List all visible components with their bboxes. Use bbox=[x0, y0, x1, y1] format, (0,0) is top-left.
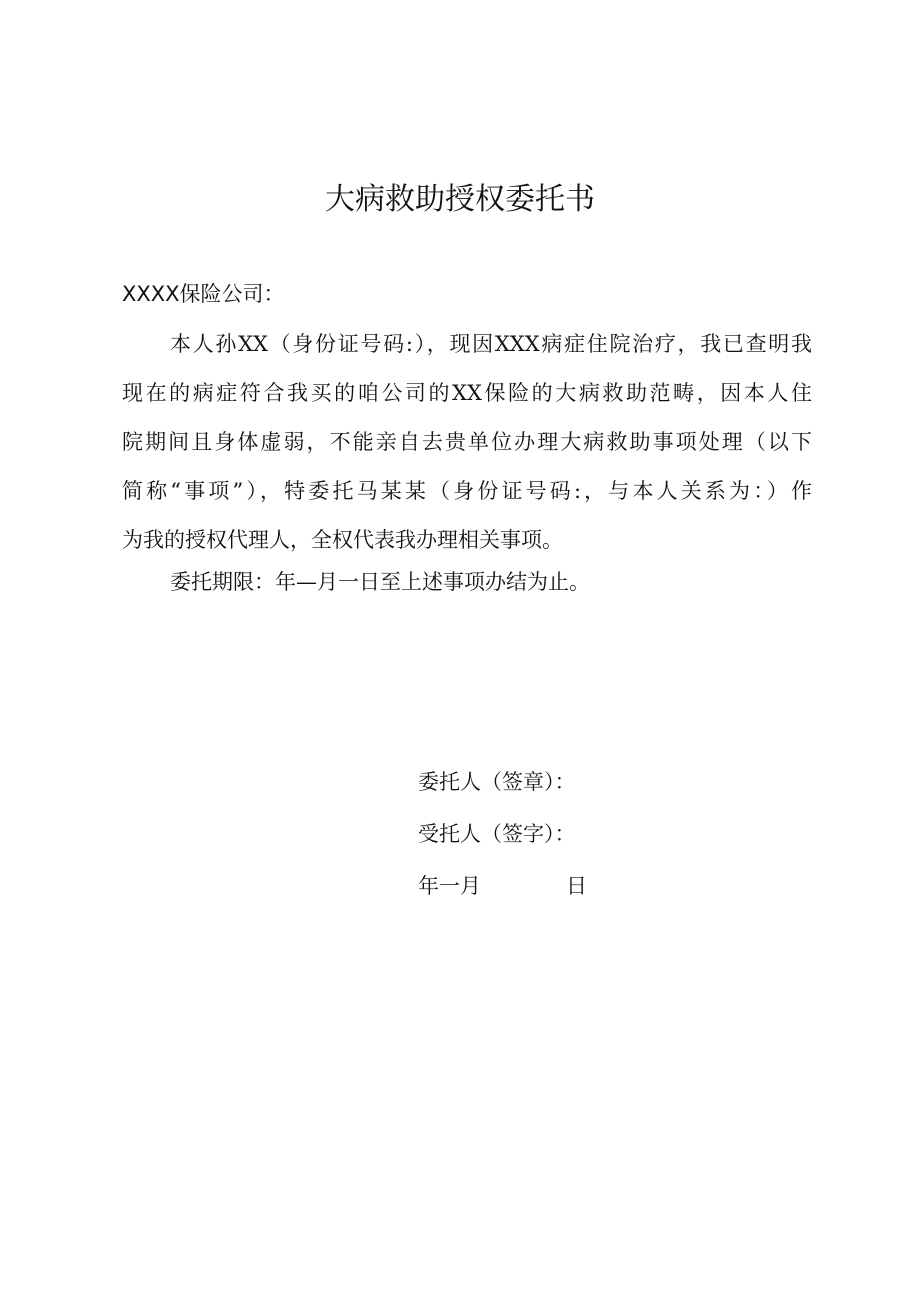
body-line-2: 现在的病症符合我买的咱公司的XX保险的大病救助范畴，因本人住 bbox=[122, 381, 812, 405]
signature-block bbox=[418, 758, 587, 914]
body-line-4: 简称“事项”），特委托马某某（身份证号码:，与本人关系为：）作 bbox=[122, 479, 812, 503]
body-line-3: 院期间且身体虚弱，不能亲自去贵单位办理大病救助事项处理（以下 bbox=[122, 430, 812, 454]
principal-signature-label: 委托人（签章）： bbox=[418, 770, 576, 794]
document-title: 大病救助授权委托书 bbox=[325, 182, 595, 217]
body-line-1: 本人孙XX（身份证号码:），现因XXX病症住院治疗，我已查明我 bbox=[170, 332, 812, 356]
salutation: XXXX保险公司： bbox=[122, 282, 285, 306]
body-paragraph bbox=[122, 320, 812, 565]
date-line bbox=[418, 862, 587, 914]
agent-signature-label: 受托人（签字）： bbox=[418, 822, 576, 846]
date-day: 日 bbox=[566, 874, 587, 898]
date-year-month: 年一月 bbox=[418, 874, 481, 898]
entrustment-term: 委托期限：年—月一日至上述事项办结为止。 bbox=[170, 570, 590, 594]
body-line-5: 为我的授权代理人，全权代表我办理相关事项。 bbox=[122, 528, 563, 552]
